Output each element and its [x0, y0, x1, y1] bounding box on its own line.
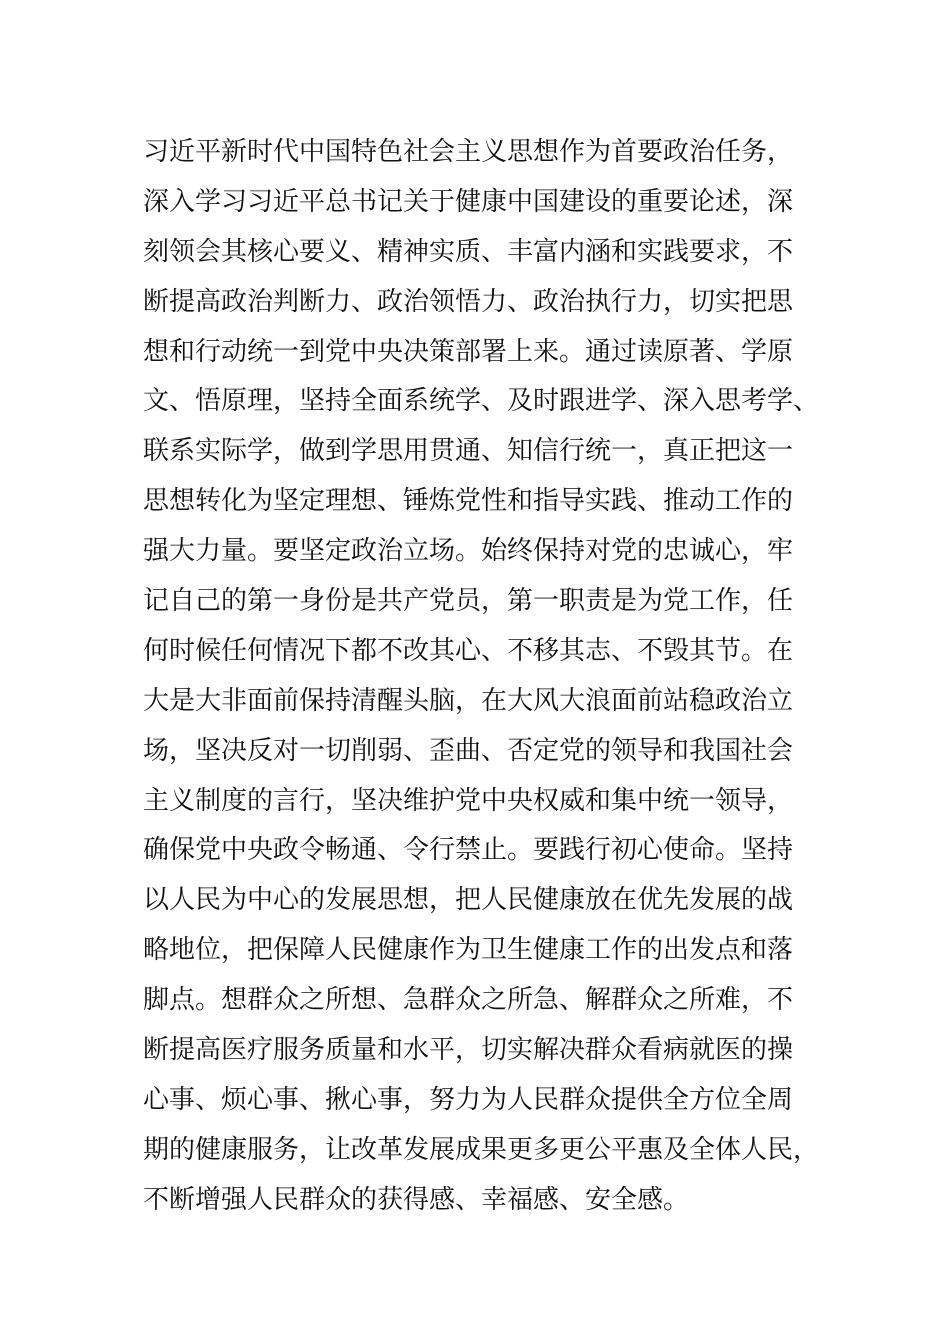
text-line: 深入学习习近平总书记关于健康中国建设的重要论述，深	[143, 186, 794, 217]
text-line: 强大力量。要坚定政治立场。始终保持对党的忠诚心，牢	[143, 536, 794, 567]
text-line: 断提高医疗服务质量和水平，切实解决群众看病就医的操	[143, 1035, 794, 1066]
text-line: 主义制度的言行，坚决维护党中央权威和集中统一领导，	[143, 785, 794, 816]
text-line: 思想转化为坚定理想、锤炼党性和指导实践、推动工作的	[143, 486, 794, 517]
text-line: 何时候任何情况下都不改其心、不移其志、不毁其节。在	[143, 635, 794, 666]
text-line: 心事、烦心事、揪心事，努力为人民群众提供全方位全周	[143, 1084, 794, 1115]
text-line: 以人民为中心的发展思想，把人民健康放在优先发展的战	[143, 885, 794, 916]
text-line: 场，坚决反对一切削弱、歪曲、否定党的领导和我国社会	[143, 735, 794, 766]
text-line: 断提高政治判断力、政治领悟力、政治执行力，切实把思	[143, 286, 794, 317]
text-line: 记自己的第一身份是共产党员，第一职责是为党工作，任	[143, 586, 794, 617]
text-line: 不断增强人民群众的获得感、幸福感、安全感。	[143, 1184, 690, 1215]
text-line: 脚点。想群众之所想、急群众之所急、解群众之所难，不	[143, 985, 794, 1016]
text-line: 略地位，把保障人民健康作为卫生健康工作的出发点和落	[143, 935, 794, 966]
text-line: 联系实际学，做到学思用贯通、知信行统一，真正把这一	[143, 436, 794, 467]
text-line: 大是大非面前保持清醒头脑，在大风大浪面前站稳政治立	[143, 685, 794, 716]
text-line: 习近平新时代中国特色社会主义思想作为首要政治任务，	[143, 137, 794, 167]
text-line: 确保党中央政令畅通、令行禁止。要践行初心使命。坚持	[143, 835, 794, 866]
body-paragraph	[143, 128, 823, 1226]
text-line: 文、悟原理，坚持全面系统学、及时跟进学、深入思考学、	[143, 386, 820, 417]
text-line: 想和行动统一到党中央决策部署上来。通过读原著、学原	[143, 336, 794, 367]
text-line: 期的健康服务，让改革发展成果更多更公平惠及全体人民，	[143, 1134, 820, 1165]
text-line: 刻领会其核心要义、精神实质、丰富内涵和实践要求，不	[143, 236, 794, 267]
